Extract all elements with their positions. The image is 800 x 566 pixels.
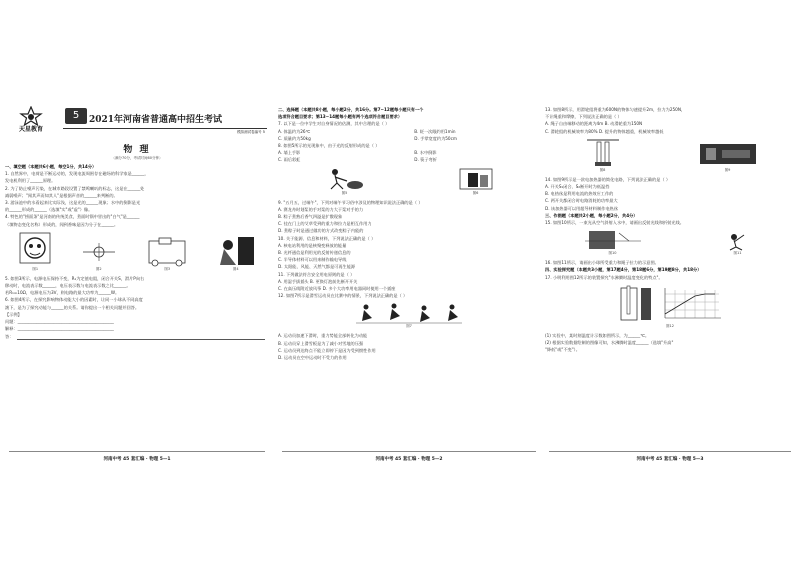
options-row xyxy=(278,156,540,163)
question-line: 【示例】 xyxy=(5,311,22,317)
footer-rule xyxy=(9,451,265,452)
option[interactable]: C. 雨后彩虹 xyxy=(278,157,301,163)
question-line: "降低"或"不变"）。 xyxy=(545,347,580,353)
question-line: 12. 如图7所示是滑雪运动员在比赛中的情景，下列说法正确的是（ ） xyxy=(278,293,408,299)
figure-5 xyxy=(325,167,365,196)
exam-page-2 xyxy=(278,106,540,476)
circuit-figure xyxy=(145,237,189,267)
figure-caption: 图10 xyxy=(608,251,617,256)
page-footer: 河南中考 45 套汇编 · 物理 5—3 xyxy=(636,457,704,462)
question-line: A. 开关S₁闭合、S₂断开时为低温挡 xyxy=(545,184,610,190)
figure-row xyxy=(545,138,795,173)
star-icon xyxy=(9,106,53,132)
question-line: 13. 如图8所示，用滑轮组将重为600N的物体匀速提升2m，拉力为250N， xyxy=(545,107,686,112)
section-heading: 一、填空题（本题共6小题，每空1分，共14分） xyxy=(5,164,97,169)
exam-title: 2021年河南省普通高中招生考试 xyxy=(89,115,223,125)
figure-caption: 图11 xyxy=(733,251,742,256)
section-heading: 四、实验探究题（本题共3小题，第17题4分，第18题6分，第19题8分，共18分） xyxy=(545,267,702,273)
light-ray-figure xyxy=(583,229,643,251)
option[interactable]: D. 手掌宽度约为50cm xyxy=(414,135,457,141)
figure-11 xyxy=(718,229,758,256)
question-line: 解释：______________________________________________ xyxy=(5,326,114,332)
boiling-experiment-figure xyxy=(615,284,725,324)
question-line: 15. 如图10所示，一束光从空气斜射入水中，请画出反射光线和折射光线。 xyxy=(545,220,684,226)
pulley-figure xyxy=(583,138,623,168)
exam-page-1 xyxy=(5,106,269,476)
question-line: 滚下，是为了探究动能与______的关系。请你提出一个相关问题并回答。 xyxy=(5,304,140,310)
question-line: C. 在高压线附近放风筝 D. 多个大功率用电器同时使用一个插座 xyxy=(278,286,396,292)
question-line: 4. 特色的"捞面条"是河南的传统美食，煮面时锅中冒出的"白气"是______ xyxy=(5,214,140,220)
header-note: 模拟测试卷编号 5 xyxy=(237,130,265,134)
answer-label: 答： xyxy=(5,334,14,340)
question-line: (1) 实验中，某时刻温度计示数如图所示，为______℃。 xyxy=(545,332,650,338)
question-line: 发电机利用了______原理。 xyxy=(5,178,56,184)
figure-caption: 图6 xyxy=(472,190,479,195)
figure-row xyxy=(5,231,269,272)
figure-row xyxy=(278,302,540,329)
figure-caption: 图3 xyxy=(164,266,171,271)
page-footer: 河南中考 45 套汇编 · 物理 5—1 xyxy=(103,457,171,462)
question-line: A. 赛龙舟时划桨的手对桨的力大于桨对手的力 xyxy=(278,206,364,212)
question-line: A. 绳子自由端移动的距离为4m B. 动滑轮重为150N xyxy=(545,121,643,127)
figure-caption: 图2 xyxy=(95,266,102,271)
option[interactable]: B. 眨一次眼约用1min xyxy=(414,128,456,134)
subject-title: 物 理 xyxy=(123,145,151,155)
magnet-figure xyxy=(79,237,119,267)
figure-caption: 图4 xyxy=(232,266,239,271)
question-line: A. 用湿手拔插头 B. 更换灯泡前先断开开关 xyxy=(278,278,358,284)
options-row xyxy=(278,135,540,142)
question-line: 问题：______________________________________________ xyxy=(5,319,114,325)
header-rule xyxy=(63,128,267,129)
question-line: (2) 根据实验数据绘制的图像可知，水沸腾时温度______（选填"升高" xyxy=(545,340,674,346)
figure-2 xyxy=(79,237,119,272)
figure-caption: 图8 xyxy=(599,167,606,172)
figure-caption: 图9 xyxy=(724,167,731,172)
option[interactable]: D. 筷子弯折 xyxy=(414,157,437,163)
question-line: D. 该加热器可以用超导材料制作电热丝 xyxy=(545,205,618,211)
figure-9 xyxy=(698,142,758,173)
figure-10 xyxy=(583,229,643,256)
mirror-figure xyxy=(458,167,494,191)
figure-12 xyxy=(615,284,725,329)
option[interactable]: C. 质量约为50kg xyxy=(278,135,311,141)
question-line: B. 光纤通信是利用光的反射传递信息的 xyxy=(278,250,351,256)
ramp-figure xyxy=(216,235,256,267)
figure-7 xyxy=(354,302,464,329)
exam-header xyxy=(5,106,269,136)
figure-3 xyxy=(145,237,189,272)
question-line: 9. "五月五，过端午"，下列对端午节习俗中涉及的物理知识说法正确的是（ ） xyxy=(278,199,423,205)
question-line: 3. 游泳池中的水看起来比实际浅，这是光的______现象；水中的倒影是光 xyxy=(5,200,141,206)
options-row xyxy=(278,128,540,135)
figure-row xyxy=(278,167,540,196)
figure-caption: 图7 xyxy=(406,324,412,329)
section-heading: 二、选择题（本题共8小题，每小题2分，共16分。第7~12题每小题只有一个 xyxy=(278,107,424,112)
heater-figure xyxy=(698,142,758,168)
figure-6 xyxy=(458,167,494,196)
question-line: C. 运动员到达终点不能立即停下是因为受到惯性作用 xyxy=(278,347,376,353)
option[interactable]: A. 墙上手影 xyxy=(278,150,301,156)
figure-row xyxy=(545,284,795,329)
question-line: A. 运动员加速下滑时，重力势能全部转化为动能 xyxy=(278,333,368,339)
question-line: B. 粽子煮熟后香气四溢是扩散现象 xyxy=(278,214,343,220)
figure-1 xyxy=(18,231,52,272)
figure-row xyxy=(545,229,795,256)
svg-text:天星教育: 天星教育 xyxy=(18,126,44,132)
option[interactable]: B. 水中倒影 xyxy=(414,150,437,156)
question-line: 6. 如图4所示，在探究影响物体动能大小的因素时，让同一小球从不同高度 xyxy=(5,297,143,303)
exam-page-3 xyxy=(545,106,795,476)
footer-rule xyxy=(282,451,536,452)
question-line: （填物态变化名称）形成的，闻到香味是因为分子在______。 xyxy=(5,221,119,227)
question-line: C. 挂在门上的艾草受到的重力和拉力是相互作用力 xyxy=(278,221,372,227)
person-figure xyxy=(325,167,365,191)
question-line: 若R₁=10Ω，电源电压为3V，则电路的最大功率为______W。 xyxy=(5,290,120,296)
question-line: B. 运动员穿上滑雪板是为了减小对雪地的压强 xyxy=(278,340,364,346)
section-heading: 三、作图题（本题共2小题，每小题2分，共4分） xyxy=(545,212,638,218)
brand-logo xyxy=(9,106,53,132)
figure-caption: 图12 xyxy=(666,323,674,328)
question-line: 的______形成的______（选填"实"或"虚"）像。 xyxy=(5,207,93,213)
question-line: 2. 为了防止噪声污染，在城市路段设置了禁鸣喇叭的标志，这是在______处 xyxy=(5,185,145,191)
question-line: D. 煮粽子时是通过做功的方式改变粽子内能的 xyxy=(278,228,364,234)
question-line: 减弱噪声；"闻其声而知其人"是根据声音的______来判断的。 xyxy=(5,192,118,198)
question-line: B. 电热丝是利用电流的热效应工作的 xyxy=(545,191,614,197)
time-note: （满分70分，考试时间60分钟） xyxy=(111,156,163,160)
question-line: A. 核电站利用的是核聚变释放的能量 xyxy=(278,242,347,248)
answer-blank[interactable] xyxy=(17,332,265,340)
question-line: D. 运动员在空中运动时不受力的作用 xyxy=(278,355,347,361)
footer-rule xyxy=(549,451,791,452)
question-line: 10. 关于能源、信息和材料，下列说法正确的是（ ） xyxy=(278,235,376,241)
options-row xyxy=(278,149,540,156)
question-line: 16. 如图11所示，请画出小球所受重力和绳子拉力的示意图。 xyxy=(545,260,659,266)
ball-figure xyxy=(718,229,758,251)
section-heading: 选项符合题目要求；第13~14题每小题有两个选项符合题目要求） xyxy=(278,114,403,120)
figure-4 xyxy=(216,235,256,272)
question-line: C. 滑轮组的机械效率为80% D. 提升的物体越重，机械效率越低 xyxy=(545,128,664,134)
question-line: C. 两开关都闭合时电路消耗的功率最大 xyxy=(545,198,618,204)
question-line: 8. 如图5所示的光现象中，由于光的反射形成的是（ ） xyxy=(278,143,380,149)
question-line: 11. 下列做法符合安全用电原则的是（ ） xyxy=(278,271,355,277)
question-line: D. 太阳能、风能、天然气都是可再生能源 xyxy=(278,264,356,270)
question-line: 7. 以下是一位中学生对自身情况的估测，其中合理的是（ ） xyxy=(278,121,390,127)
page-footer: 河南中考 45 套汇编 · 物理 5—2 xyxy=(375,457,443,462)
question-line: C. 半导体材料可以用来制作输电导线 xyxy=(278,257,347,263)
question-line: 1. 自然界中，电荷是不断运动的，发现电流周围存在磁场的科学家是______， xyxy=(5,171,149,177)
question-line: 14. 如图9所示是一款电加热器的简化电路，下列说法正确的是（ ） xyxy=(545,176,671,182)
question-line: 不计绳重和摩擦，下列说法正确的是（ ） xyxy=(545,114,622,120)
skier-figure xyxy=(354,302,464,324)
set-number-badge: 5 xyxy=(65,108,87,124)
figure-caption: 图5 xyxy=(341,190,348,195)
opera-mask-figure xyxy=(18,231,52,267)
question-line: 移动时，电流表示数______，电压表示数与电流表示数之比______。 xyxy=(5,283,131,289)
figure-8 xyxy=(583,138,623,173)
figure-caption: 图1 xyxy=(32,266,39,271)
question-line: 17. 小明利用图12所示的装置探究"水沸腾时温度变化的特点"。 xyxy=(545,274,663,280)
question-line: 5. 如图3所示，电源电压保持不变，R₁为定值电阻，闭合开关S，滑片P向右 xyxy=(5,275,145,281)
option[interactable]: A. 体温约为26℃ xyxy=(278,128,311,134)
